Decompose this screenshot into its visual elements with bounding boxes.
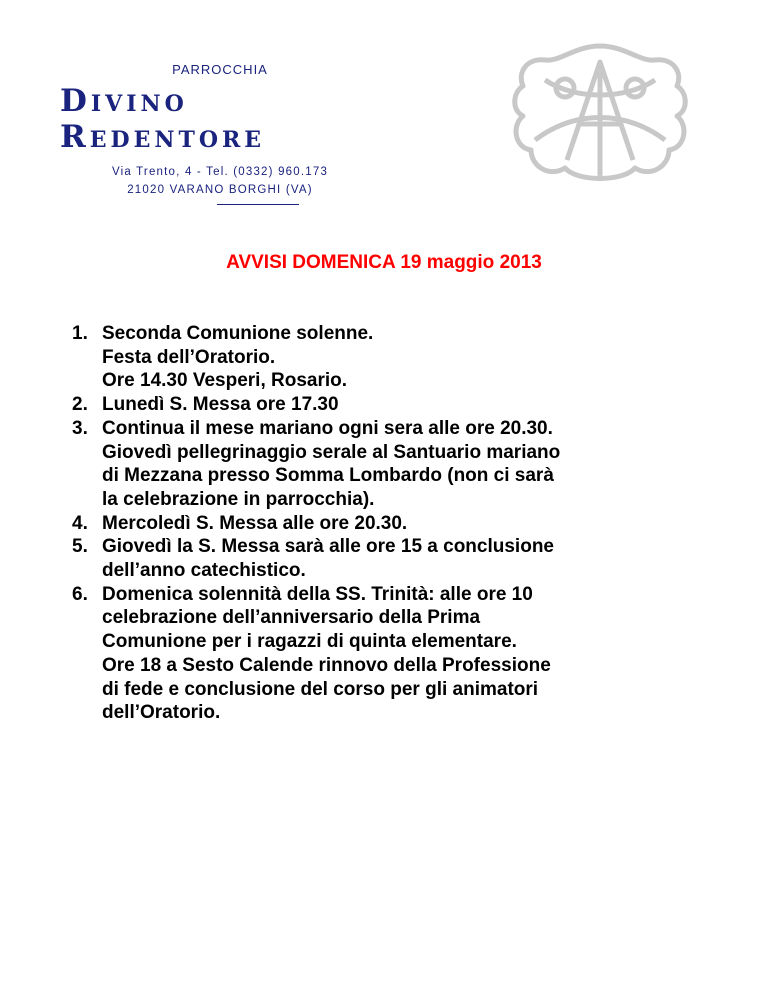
notice-line: Mercoledì S. Messa alle ore 20.30. xyxy=(102,512,408,534)
notice-number: 3. xyxy=(72,417,88,439)
notice-line: Festa dell’Oratorio. xyxy=(102,346,276,368)
notice-text xyxy=(102,583,722,725)
notice-number: 2. xyxy=(72,394,88,416)
notice-number: 4. xyxy=(72,512,88,534)
parish-letterhead xyxy=(60,62,380,205)
notice-line: Seconda Comunione solenne. xyxy=(102,323,374,344)
notice-line: Ore 18 a Sesto Calende rinnovo della Professione xyxy=(102,654,551,676)
notice-line: Continua il mese mariano ogni sera alle ore 20.30. xyxy=(102,417,553,439)
letterhead-divider xyxy=(217,204,299,205)
notice-number: 5. xyxy=(72,536,88,558)
letterhead-label: PARROCCHIA xyxy=(172,62,268,77)
notice-number: 6. xyxy=(72,583,88,605)
address-line-2: 21020 VARANO BORGHI (VA) xyxy=(127,184,313,196)
notice-line: Comunione per i ragazzi di quinta elementare. xyxy=(102,631,517,653)
notice-line: Ore 14.30 Vesperi, Rosario. xyxy=(102,370,348,392)
notice-item xyxy=(72,322,722,393)
notice-text xyxy=(102,535,722,582)
notice-line: dell’Oratorio. xyxy=(102,702,221,724)
notice-line: di Mezzana presso Somma Lombardo (non ci sarà xyxy=(102,465,554,487)
notice-item xyxy=(72,583,722,725)
notice-line: Domenica solennità della SS. Trinità: alle ore 10 xyxy=(102,583,533,605)
notice-line: di fede e conclusione del corso per gli animatori xyxy=(102,678,539,700)
parish-name: Divino Redentore xyxy=(60,83,266,155)
letterhead-address xyxy=(60,163,380,199)
notice-item xyxy=(72,535,722,582)
notice-line: la celebrazione in parrocchia). xyxy=(102,488,375,510)
notice-item xyxy=(72,417,722,512)
notice-text xyxy=(102,393,722,417)
notice-number: 1. xyxy=(72,323,88,344)
address-line-1: Via Trento, 4 - Tel. (0332) 960.173 xyxy=(111,166,329,178)
notice-list xyxy=(72,322,722,725)
monogram-emblem xyxy=(505,40,695,190)
notice-line: Lunedì S. Messa ore 17.30 xyxy=(102,394,339,416)
notice-line: celebrazione dell’anniversario della Prima xyxy=(102,607,481,629)
notice-title: AVVISI DOMENICA 19 maggio 2013 xyxy=(226,252,542,273)
notice-text xyxy=(102,417,722,512)
notice-line: Giovedì pellegrinaggio serale al Santuario mariano xyxy=(102,441,561,463)
notice-text xyxy=(102,512,722,536)
notice-text xyxy=(102,322,722,393)
notice-item xyxy=(72,393,722,417)
notice-line: dell’anno catechistico. xyxy=(102,560,306,582)
notice-line: Giovedì la S. Messa sarà alle ore 15 a conclusione xyxy=(102,536,554,558)
notice-item xyxy=(72,512,722,536)
